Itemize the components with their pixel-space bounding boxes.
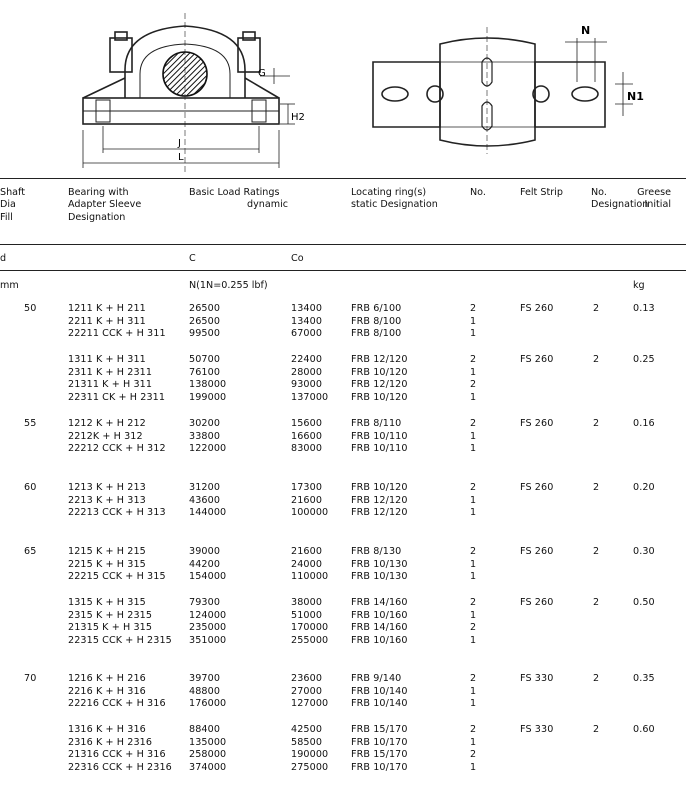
load-rating-dynamic: 30200: [189, 418, 221, 429]
load-rating-static: 42500: [291, 724, 323, 735]
load-rating-dynamic: 135000: [189, 736, 227, 748]
locating-ring: FRB 10/140: [351, 685, 408, 697]
load-rating-static: 17300: [291, 482, 323, 493]
load-rating-static: 24000: [291, 558, 323, 570]
load-rating-static: 127000: [291, 698, 329, 709]
label-j: J: [178, 138, 181, 149]
ring-count: 1: [470, 494, 477, 506]
bearing-designation: 2316 K + H 2316: [68, 736, 153, 748]
bearing-designation: 22315 CCK + H 2315: [68, 634, 172, 646]
load-rating-static: 67000: [291, 328, 323, 339]
ring-count: 2: [470, 673, 477, 684]
felt-strip: FS 260: [520, 418, 554, 429]
felt-strip-count: 2: [593, 303, 600, 314]
load-rating-dynamic: 48800: [189, 685, 221, 697]
load-rating-dynamic: 99500: [189, 328, 221, 339]
locating-ring: FRB 10/130: [351, 571, 408, 582]
load-rating-dynamic: 39000: [189, 546, 221, 557]
locating-ring: FRB 10/120: [351, 482, 408, 493]
bearing-designation: 1315 K + H 315: [68, 597, 146, 608]
ring-count: 1: [470, 736, 477, 748]
bearing-designation: 2211 K + H 311: [68, 315, 146, 327]
load-rating-dynamic: 43600: [189, 494, 221, 506]
locating-ring: FRB 10/170: [351, 761, 408, 773]
felt-strip: FS 260: [520, 482, 554, 493]
felt-strip-count: 2: [593, 546, 600, 557]
load-rating-static: 23600: [291, 673, 323, 684]
load-rating-static: 16600: [291, 430, 323, 442]
felt-strip: FS 260: [520, 546, 554, 557]
ring-count: 1: [470, 328, 477, 339]
felt-strip-count: 2: [593, 418, 600, 429]
ring-count: 1: [470, 761, 477, 773]
bearing-designation: 2216 K + H 316: [68, 685, 146, 697]
load-rating-static: 100000: [291, 507, 329, 518]
load-rating-dynamic: 26500: [189, 303, 221, 314]
grease-initial: 0.16: [633, 418, 655, 429]
shaft-diameter: 55: [24, 418, 37, 429]
bearing-designation: 1311 K + H 311: [68, 354, 146, 365]
locating-ring: FRB 6/100: [351, 303, 402, 314]
locating-ring: FRB 12/120: [351, 494, 408, 506]
grease-initial: 0.25: [633, 354, 655, 365]
locating-ring: FRB 8/130: [351, 546, 402, 557]
load-rating-dynamic: 154000: [189, 571, 227, 582]
ring-count: 2: [470, 749, 477, 760]
unit-n: N(1N=0.255 lbf): [189, 280, 268, 291]
bearing-designation: 2315 K + H 2315: [68, 609, 153, 621]
load-rating-dynamic: 374000: [189, 761, 227, 773]
load-rating-dynamic: 88400: [189, 724, 221, 735]
locating-ring: FRB 10/160: [351, 609, 408, 621]
col-header-greese: Greese Initial: [637, 187, 671, 211]
locating-ring: FRB 10/160: [351, 634, 408, 646]
load-rating-dynamic: 31200: [189, 482, 221, 493]
ring-count: 2: [470, 482, 477, 493]
ring-count: 1: [470, 571, 477, 582]
locating-ring: FRB 8/110: [351, 418, 402, 429]
felt-strip-count: 2: [593, 673, 600, 684]
rule-top: [0, 178, 686, 179]
ring-count: 1: [470, 430, 477, 442]
grease-initial: 0.30: [633, 546, 655, 557]
rule-symbols: [0, 270, 686, 271]
locating-ring: FRB 12/120: [351, 507, 408, 518]
locating-ring: FRB 12/120: [351, 379, 408, 390]
felt-strip-count: 2: [593, 354, 600, 365]
bearing-designation: 22311 CK + H 2311: [68, 391, 166, 403]
load-rating-dynamic: 144000: [189, 507, 227, 518]
ring-count: 2: [470, 379, 477, 390]
load-rating-dynamic: 235000: [189, 622, 227, 633]
ring-count: 2: [470, 354, 477, 365]
grease-initial: 0.13: [633, 303, 655, 314]
bearing-designation: 22216 CCK + H 316: [68, 698, 166, 709]
locating-ring: FRB 12/120: [351, 354, 408, 365]
load-rating-static: 275000: [291, 761, 329, 773]
load-rating-static: 28000: [291, 366, 323, 378]
load-rating-static: 255000: [291, 634, 329, 646]
felt-strip-count: 2: [593, 597, 600, 608]
bearing-designation: 1215 K + H 215: [68, 546, 146, 557]
ring-count: 2: [470, 303, 477, 314]
bearing-designation: 1213 K + H 213: [68, 482, 146, 493]
load-rating-static: 38000: [291, 597, 323, 608]
load-rating-dynamic: 50700: [189, 354, 221, 365]
load-rating-static: 137000: [291, 391, 329, 403]
felt-strip-count: 2: [593, 724, 600, 735]
locating-ring: FRB 14/160: [351, 597, 408, 608]
locating-ring: FRB 10/110: [351, 430, 408, 442]
rule-header: [0, 244, 686, 245]
felt-strip: FS 260: [520, 303, 554, 314]
locating-ring: FRB 8/100: [351, 315, 402, 327]
unit-mm: mm: [0, 280, 19, 291]
load-rating-dynamic: 122000: [189, 443, 227, 454]
load-rating-dynamic: 258000: [189, 749, 227, 760]
bearing-designation: 1316 K + H 316: [68, 724, 146, 735]
shaft-diameter: 60: [24, 482, 37, 493]
load-rating-dynamic: 176000: [189, 698, 227, 709]
ring-count: 1: [470, 609, 477, 621]
load-rating-dynamic: 39700: [189, 673, 221, 684]
shaft-diameter: 50: [24, 303, 37, 314]
label-n1: N1: [627, 90, 644, 103]
load-rating-static: 170000: [291, 622, 329, 633]
load-rating-dynamic: 79300: [189, 597, 221, 608]
load-rating-static: 21600: [291, 494, 323, 506]
col-header-basic-load: Basic Load Ratings: [189, 187, 280, 198]
label-l: L: [178, 152, 184, 163]
col-header-no: No.: [470, 187, 486, 198]
bearing-designation: 22211 CCK + H 311: [68, 328, 166, 339]
load-rating-static: 110000: [291, 571, 329, 582]
ring-count: 1: [470, 698, 477, 709]
bearing-designation: 2215 K + H 315: [68, 558, 146, 570]
unit-kg: kg: [633, 280, 645, 291]
load-rating-dynamic: 351000: [189, 634, 227, 646]
bearing-designation: 2213 K + H 313: [68, 494, 146, 506]
col-header-bearing: Bearing with Adapter Sleeve Designation: [68, 187, 142, 223]
load-rating-static: 190000: [291, 749, 329, 760]
load-rating-static: 21600: [291, 546, 323, 557]
symbol-co: Co: [291, 253, 304, 264]
ring-count: 1: [470, 558, 477, 570]
bearing-designation: 21315 K + H 315: [68, 622, 153, 633]
ring-count: 2: [470, 597, 477, 608]
bearing-designation: 21316 CCK + H 316: [68, 749, 166, 760]
housing-top-view-drawing: [365, 22, 655, 157]
ring-count: 1: [470, 366, 477, 378]
locating-ring: FRB 15/170: [351, 724, 408, 735]
label-g: G: [258, 68, 266, 79]
load-rating-dynamic: 26500: [189, 315, 221, 327]
col-header-dynamic: dynamic: [247, 199, 289, 210]
locating-ring: FRB 10/170: [351, 736, 408, 748]
load-rating-dynamic: 124000: [189, 609, 227, 621]
grease-initial: 0.35: [633, 673, 655, 684]
felt-strip-count: 2: [593, 482, 600, 493]
bearing-designation: 1211 K + H 211: [68, 303, 146, 314]
load-rating-static: 22400: [291, 354, 323, 365]
ring-count: 1: [470, 315, 477, 327]
felt-strip: FS 260: [520, 597, 554, 608]
load-rating-dynamic: 138000: [189, 379, 227, 390]
ring-count: 2: [470, 724, 477, 735]
bearing-designation: 1212 K + H 212: [68, 418, 146, 429]
col-header-shaft: Shaft Dia Fill: [0, 187, 26, 223]
locating-ring: FRB 9/140: [351, 673, 402, 684]
shaft-diameter: 70: [24, 673, 37, 684]
load-rating-dynamic: 44200: [189, 558, 221, 570]
bearing-designation: 22316 CCK + H 2316: [68, 761, 172, 773]
locating-ring: FRB 10/110: [351, 443, 408, 454]
load-rating-static: 27000: [291, 685, 323, 697]
grease-initial: 0.50: [633, 597, 655, 608]
bearing-designation: 22212 CCK + H 312: [68, 443, 166, 454]
col-header-locating: Locating ring(s) static Designation: [351, 187, 438, 211]
locating-ring: FRB 10/120: [351, 391, 408, 403]
label-n: N: [581, 24, 591, 37]
bearing-designation: 22215 CCK + H 315: [68, 571, 166, 582]
label-h2: H2: [291, 112, 305, 123]
load-rating-static: 13400: [291, 303, 323, 314]
symbol-c: C: [189, 253, 196, 264]
housing-front-view-drawing: [70, 8, 310, 178]
felt-strip: FS 260: [520, 354, 554, 365]
load-rating-static: 51000: [291, 609, 323, 621]
ring-count: 1: [470, 443, 477, 454]
felt-strip: FS 330: [520, 724, 554, 735]
bearing-designation: 2311 K + H 2311: [68, 366, 153, 378]
locating-ring: FRB 14/160: [351, 622, 408, 633]
ring-count: 1: [470, 507, 477, 518]
load-rating-static: 13400: [291, 315, 323, 327]
ring-count: 1: [470, 634, 477, 646]
locating-ring: FRB 8/100: [351, 328, 402, 339]
ring-count: 1: [470, 391, 477, 403]
locating-ring: FRB 10/140: [351, 698, 408, 709]
felt-strip: FS 330: [520, 673, 554, 684]
load-rating-dynamic: 76100: [189, 366, 221, 378]
col-header-felt: Felt Strip: [520, 187, 563, 198]
bearing-designation: 2212K + H 312: [68, 430, 143, 442]
locating-ring: FRB 10/120: [351, 366, 408, 378]
load-rating-static: 93000: [291, 379, 323, 390]
ring-count: 2: [470, 418, 477, 429]
load-rating-static: 58500: [291, 736, 323, 748]
shaft-diameter: 65: [24, 546, 37, 557]
bearing-designation: 21311 K + H 311: [68, 379, 153, 390]
locating-ring: FRB 15/170: [351, 749, 408, 760]
grease-initial: 0.20: [633, 482, 655, 493]
ring-count: 2: [470, 622, 477, 633]
col-header-no-designation: No. Designation: [591, 187, 649, 211]
symbol-d: d: [0, 253, 7, 264]
load-rating-dynamic: 33800: [189, 430, 221, 442]
grease-initial: 0.60: [633, 724, 655, 735]
locating-ring: FRB 10/130: [351, 558, 408, 570]
ring-count: 2: [470, 546, 477, 557]
bearing-designation: 22213 CCK + H 313: [68, 507, 166, 518]
ring-count: 1: [470, 685, 477, 697]
bearing-designation: 1216 K + H 216: [68, 673, 146, 684]
load-rating-dynamic: 199000: [189, 391, 227, 403]
load-rating-static: 83000: [291, 443, 323, 454]
load-rating-static: 15600: [291, 418, 323, 429]
